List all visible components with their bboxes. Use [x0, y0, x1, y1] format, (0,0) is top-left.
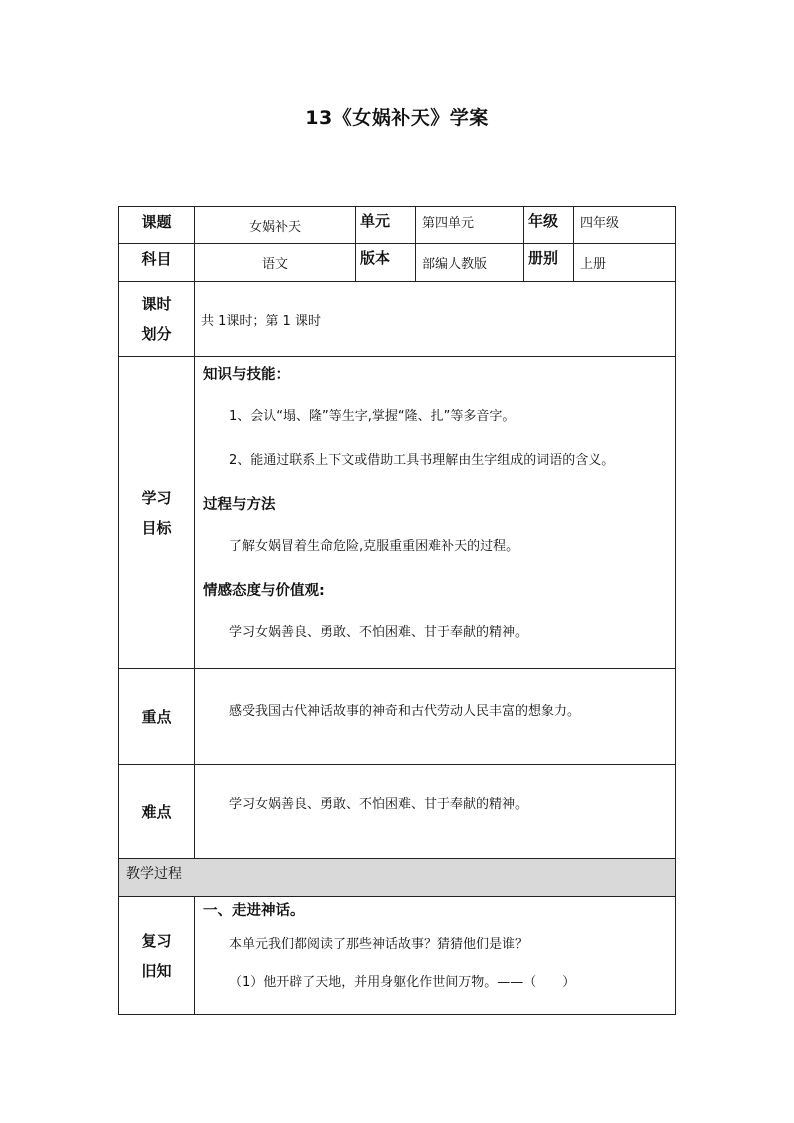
subject-value: 语文: [195, 244, 356, 282]
subject-label: 科目: [119, 244, 195, 282]
emotion-item: 学习女娲善良、勇敢、不怕困难、甘于奉献的精神。: [229, 625, 529, 640]
table-row: [119, 207, 676, 244]
volume-label: 册别: [524, 244, 574, 282]
review-content: [195, 897, 676, 1015]
key-point-label: 重点: [119, 669, 195, 765]
table-row: [119, 282, 676, 357]
review-label-line-1: 复习: [141, 931, 172, 950]
topic-value: 女娲补天: [195, 207, 356, 244]
key-point-content: [195, 669, 676, 765]
period-value: 共 1课时；第 1 课时: [195, 282, 676, 357]
review-label-line-2: 旧知: [141, 961, 172, 980]
difficulty-text: 学习女娲善良、勇敢、不怕困难、甘于奉献的精神。: [229, 797, 529, 812]
knowledge-item-2: 2、能通过联系上下文或借助工具书理解由生字组成的词语的含义。: [229, 453, 615, 468]
lesson-plan-table: [118, 206, 676, 1015]
review-label: [119, 897, 195, 1015]
page-title: 13《女娲补天》学案: [305, 107, 489, 129]
table-row: [119, 244, 676, 282]
goals-content: [195, 357, 676, 669]
review-heading: 一、走进神话。: [203, 903, 305, 919]
table-row: [119, 669, 676, 765]
difficulty-content: [195, 765, 676, 859]
review-item-1: （1）他开辟了天地，并用身躯化作世间万物。——（ ）: [229, 975, 576, 990]
key-point-text: 感受我国古代神话故事的神奇和古代劳动人民丰富的想象力。: [229, 704, 581, 719]
knowledge-item-1: 1、会认“塌、隆”等生字,掌握“隆、扎”等多音字。: [229, 409, 516, 424]
period-label: [119, 282, 195, 357]
grade-label: 年级: [524, 207, 574, 244]
goals-label-line-2: 目标: [141, 518, 172, 537]
grade-value: 四年级: [574, 207, 676, 244]
goals-label-line-1: 学习: [141, 488, 172, 507]
goals-label: [119, 357, 195, 669]
process-item: 了解女娲冒着生命危险,克服重重困难补天的过程。: [229, 539, 520, 554]
volume-value: 上册: [574, 244, 676, 282]
table-row: [119, 859, 676, 897]
table-row: [119, 897, 676, 1015]
difficulty-label: 难点: [119, 765, 195, 859]
teaching-process-header: 教学过程: [119, 859, 676, 897]
edition-value: 部编人教版: [416, 244, 524, 282]
process-heading: 过程与方法: [203, 497, 276, 513]
emotion-heading: 情感态度与价值观:: [203, 583, 325, 599]
unit-label: 单元: [356, 207, 416, 244]
table-row: [119, 765, 676, 859]
edition-label: 版本: [356, 244, 416, 282]
unit-value: 第四单元: [416, 207, 524, 244]
review-question: 本单元我们都阅读了那些神话故事？猜猜他们是谁？: [229, 937, 529, 952]
table-row: [119, 357, 676, 669]
knowledge-heading: 知识与技能：: [203, 367, 290, 383]
period-label-line-1: 课时: [141, 295, 172, 313]
topic-label: 课题: [119, 207, 195, 244]
period-label-line-2: 划分: [141, 325, 172, 343]
